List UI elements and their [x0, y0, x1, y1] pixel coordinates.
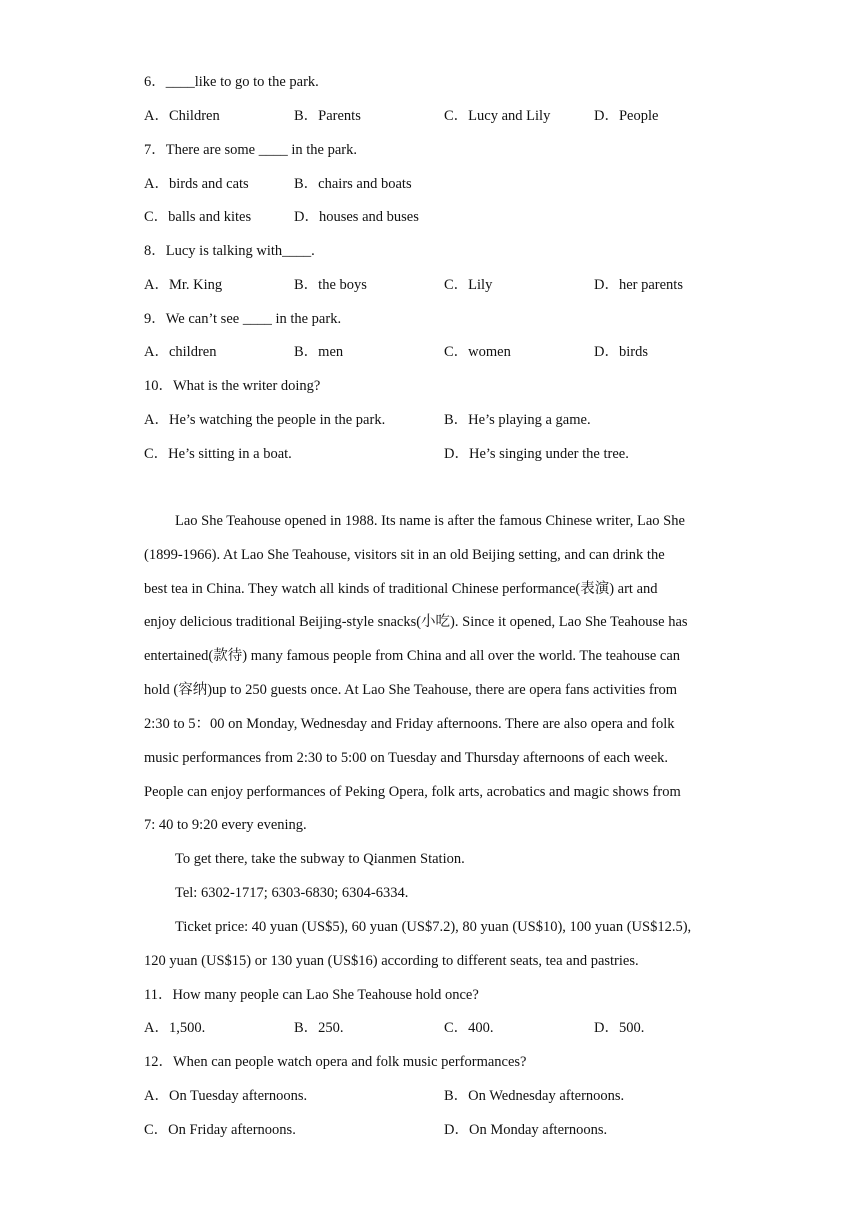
passage-line: 2:30 to 5：00 on Monday, Wednesday and Friday afternoons. There are also opera and folk — [144, 716, 675, 732]
passage-ticket-price-cont: 120 yuan (US$15) or 130 yuan (US$16) according to different seats, tea and pastries. — [144, 953, 639, 969]
question-6-option-d: D．People — [594, 108, 659, 124]
question-8-option-a: A．Mr. King — [144, 277, 223, 293]
passage-line: hold (容纳)up to 250 guests once. At Lao She Teahouse, there are opera fans activities from — [144, 682, 678, 698]
question-11-option-d: D．500. — [594, 1020, 645, 1036]
question-8-stem: 8．Lucy is talking with____. — [144, 243, 315, 259]
passage-line: music performances from 2:30 to 5:00 on Tuesday and Thursday afternoons of each week. — [144, 750, 669, 766]
passage-line: People can enjoy performances of Peking Opera, folk arts, acrobatics and magic shows from — [144, 784, 681, 800]
question-10-option-b: B．He’s playing a game. — [444, 412, 591, 428]
question-9-stem: 9．We can’t see ____ in the park. — [144, 311, 342, 327]
question-8-option-b: B．the boys — [294, 277, 367, 293]
question-7-option-c: C．balls and kites — [144, 209, 252, 225]
question-8-option-c: C．Lily — [444, 277, 493, 293]
passage-line: enjoy delicious traditional Beijing-style snacks(小吃). Since it opened, Lao She Teahouse has — [144, 614, 688, 630]
question-7-stem: 7．There are some ____ in the park. — [144, 142, 357, 158]
question-9-option-b: B．men — [294, 344, 344, 360]
question-8-option-d: D．her parents — [594, 277, 683, 293]
question-10-option-a: A．He’s watching the people in the park. — [144, 412, 386, 428]
question-11-option-c: C．400. — [444, 1020, 494, 1036]
question-6-stem: 6．____like to go to the park. — [144, 74, 319, 90]
passage-line: 7: 40 to 9:20 every evening. — [144, 817, 307, 833]
question-12-option-a: A．On Tuesday afternoons. — [144, 1088, 308, 1104]
question-11-option-a: A．1,500. — [144, 1020, 206, 1036]
question-9-option-c: C．women — [444, 344, 511, 360]
question-12-option-d: D．On Monday afternoons. — [444, 1122, 608, 1138]
passage-tel: Tel: 6302-1717; 6303-6830; 6304-6334. — [175, 885, 409, 901]
question-12-stem: 12．When can people watch opera and folk music performances? — [144, 1054, 527, 1070]
question-11-option-b: B．250. — [294, 1020, 344, 1036]
passage-line: (1899-1966). At Lao She Teahouse, visitors sit in an old Beijing setting, and can drink the — [144, 547, 665, 563]
question-7-option-d: D．houses and buses — [294, 209, 419, 225]
question-10-option-c: C．He’s sitting in a boat. — [144, 446, 292, 462]
passage-subway: To get there, take the subway to Qianmen Station. — [175, 851, 465, 867]
question-9-option-a: A．children — [144, 344, 217, 360]
question-11-stem: 11．How many people can Lao She Teahouse hold once? — [144, 987, 479, 1003]
question-12-option-b: B．On Wednesday afternoons. — [444, 1088, 625, 1104]
question-10-option-d: D．He’s singing under the tree. — [444, 446, 629, 462]
passage-line: Lao She Teahouse opened in 1988. Its name is after the famous Chinese writer, Lao She — [175, 513, 685, 529]
question-9-option-d: D．birds — [594, 344, 648, 360]
question-7-option-a: A．birds and cats — [144, 176, 249, 192]
question-12-option-c: C．On Friday afternoons. — [144, 1122, 296, 1138]
question-7-option-b: B．chairs and boats — [294, 176, 412, 192]
question-6-option-c: C．Lucy and Lily — [444, 108, 551, 124]
question-6-option-b: B．Parents — [294, 108, 361, 124]
passage-line: entertained(款待) many famous people from China and all over the world. The teahouse can — [144, 648, 681, 664]
passage-line: best tea in China. They watch all kinds of traditional Chinese performance(表演) art and — [144, 581, 658, 597]
question-6-option-a: A．Children — [144, 108, 220, 124]
question-10-stem: 10．What is the writer doing? — [144, 378, 321, 394]
passage-ticket-price: Ticket price: 40 yuan (US$5), 60 yuan (US$7.2), 80 yuan (US$10), 100 yuan (US$12.5), — [175, 919, 692, 935]
